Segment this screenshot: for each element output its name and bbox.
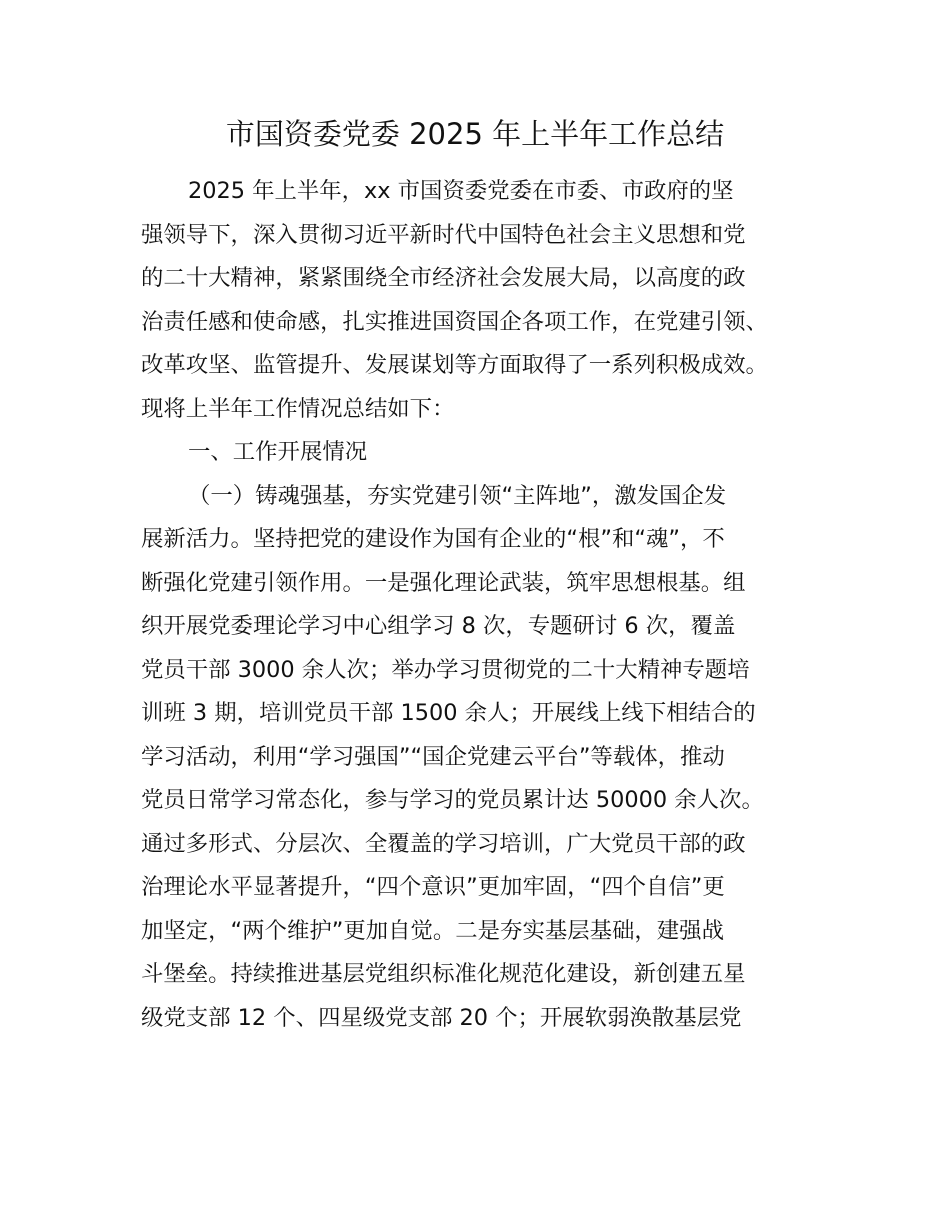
section-paragraph-line: 斗堡垒。持续推进基层党组织标准化规范化建设，新创建五星 — [141, 961, 746, 987]
document-title: 市国资委党委 2025 年上半年工作总结 — [225, 117, 725, 151]
section-paragraph-line: 织开展党委理论学习中心组学习 8 次，专题研讨 6 次，覆盖 — [141, 613, 736, 639]
intro-paragraph-line: 治责任感和使命感，扎实推进国资国企各项工作，在党建引领、 — [141, 308, 768, 335]
intro-paragraph-line: 改革攻坚、监管提升、发展谋划等方面取得了一系列积极成效。 — [141, 352, 768, 378]
section-heading: 一、工作开展情况 — [188, 439, 368, 465]
section-paragraph-line: 级党支部 12 个、四星级党支部 20 个；开展软弱涣散基层党 — [141, 1004, 742, 1031]
section-paragraph-line: 展新活力。坚持把党的建设作为国有企业的“根”和“魂”，不 — [141, 526, 725, 552]
section-paragraph-line: 治理论水平显著提升，“四个意识”更加牢固，“四个自信”更 — [141, 874, 725, 900]
section-paragraph-line: 加坚定，“两个维护”更加自觉。二是夯实基层基础，建强战 — [141, 917, 724, 944]
intro-paragraph-line: 强领导下，深入贯彻习近平新时代中国特色社会主义思想和党 — [141, 221, 746, 248]
section-paragraph-line: 党员干部 3000 余人次；举办学习贯彻党的二十大精神专题培 — [141, 656, 750, 683]
intro-paragraph-line: 现将上半年工作情况总结如下： — [141, 395, 455, 422]
section-paragraph-line: （一）铸魂强基，夯实党建引领“主阵地”，激发国企发 — [188, 482, 727, 509]
intro-paragraph-line: 的二十大精神，紧紧围绕全市经济社会发展大局，以高度的政 — [141, 265, 746, 291]
document-body — [141, 170, 821, 1040]
section-paragraph-line: 断强化党建引领作用。一是强化理论武装，筑牢思想根基。组 — [141, 569, 746, 596]
section-paragraph-line: 学习活动，利用“学习强国”“国企党建云平台”等载体，推动 — [141, 743, 725, 770]
section-paragraph-line: 党员日常学习常态化，参与学习的党员累计达 50000 余人次。 — [141, 787, 764, 813]
section-paragraph-line: 通过多形式、分层次、全覆盖的学习培训，广大党员干部的政 — [141, 830, 746, 857]
intro-paragraph-line: 2025 年上半年，xx 市国资委党委在市委、市政府的坚 — [188, 178, 734, 204]
section-paragraph-line: 训班 3 期，培训党员干部 1500 余人；开展线上线下相结合的 — [141, 700, 756, 726]
